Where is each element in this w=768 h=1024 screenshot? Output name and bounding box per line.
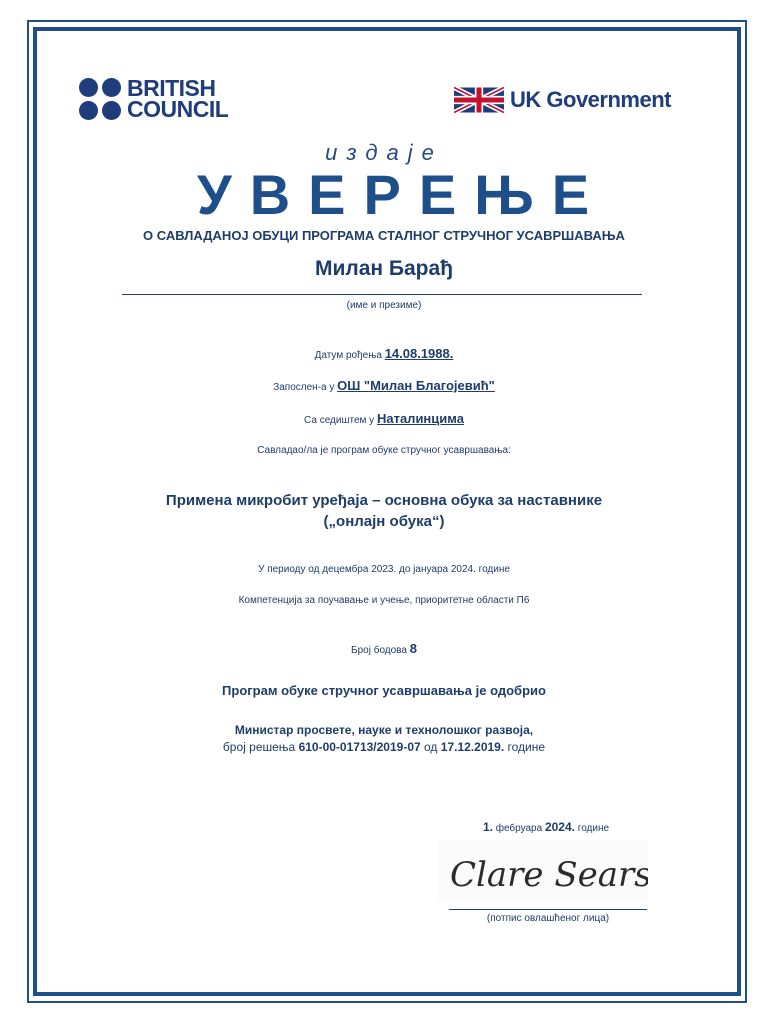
issues-label: издаје [325,140,443,165]
british-council-dots-icon [79,78,121,120]
signature-underline [449,909,647,910]
issue-year: 2024. [544,820,575,834]
program-title-line2: („онлајн обука“) [323,513,445,530]
signature-text: Clare Sears. [450,855,648,895]
approved-text: Програм обуке стручног усавршавања је одобрио [222,683,546,698]
decision-line [0,739,768,756]
ministry-line1: Министар просвете, науке и технолошког развоја, [234,723,534,737]
decision-number: 610-00-01713/2019-07 [298,740,421,754]
competence-text: Компетенција за поучавање и учење, приоритетне области П6 [238,595,530,606]
issue-year-suffix: године [577,823,610,834]
points-label: Број бодова [351,645,407,656]
dob-value: 14.08.1988. [384,346,454,361]
name-caption: (име и презиме) [346,300,422,311]
certificate-subtitle: О САВЛАДАНОЈ ОБУЦИ ПРОГРАМА СТАЛНОГ СТРУЧНОГ УСАВРШАВАЊА [143,228,625,243]
signature-graphic [438,840,648,902]
points-value: 8 [409,641,417,656]
program-title-line1: Примена микробит уређаја – основна обука за наставнике [165,492,603,509]
uk-government-text: UK Government [510,87,671,112]
seat-row [0,411,768,426]
decision-from: од [424,740,438,754]
program-title [0,490,768,532]
issue-date [446,820,646,834]
signature-caption: (потпис овлашћеног лица) [486,913,610,924]
british-council-line1: BRITISH [127,75,216,101]
british-council-logo [79,75,229,122]
british-council-line2: COUNCIL [127,96,229,122]
recipient-name: Милан Барађ [314,257,454,280]
employer-row [0,378,768,393]
seat-label: Са седиштем у [304,415,375,426]
ministry-block [0,722,768,756]
dob-row [0,346,768,361]
period-text: У периоду од децембра 2023. до јануара 2024. године [258,564,510,575]
uk-government-logo [454,86,671,114]
employer-value: ОШ "Милан Благојевић" [337,378,495,393]
issue-day: 1. [482,820,493,834]
dob-label: Датум рођења [314,350,382,361]
employer-label: Запослен-а у [273,382,335,393]
seat-value: Наталинцима [376,411,464,426]
signature-image [438,840,648,902]
issue-month: фебруара [495,823,543,834]
decision-date: 17.12.2019. [440,740,505,754]
points-row [0,641,768,656]
union-jack-icon [454,86,504,114]
decision-label: број решења [222,740,296,754]
name-underline [122,294,642,295]
certificate-title: УВЕРЕЊЕ [196,163,608,226]
completed-text: Савладао/ла је програм обуке стручног усавршавања: [257,445,511,456]
decision-suffix: године [507,740,546,754]
